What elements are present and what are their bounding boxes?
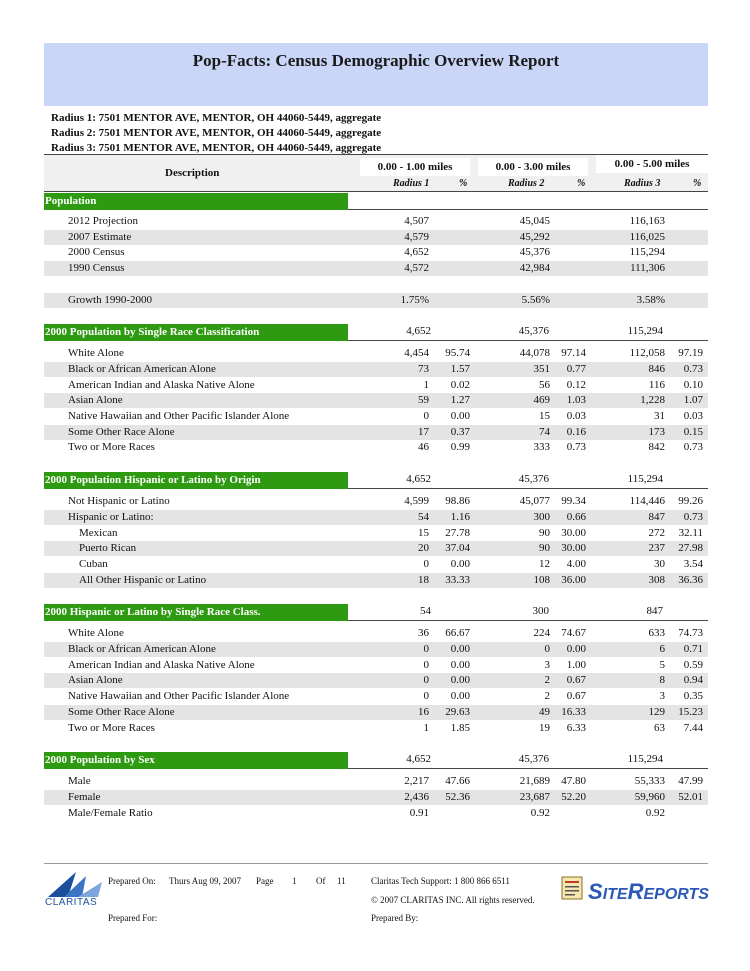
row-label: Asian Alone [68, 394, 123, 407]
percent-cell: 29.63 [445, 705, 470, 718]
count-cell: 21,689 [519, 775, 550, 788]
table-row [44, 526, 708, 541]
count-cell: 45,077 [519, 495, 550, 508]
address-radius-3: Radius 3: 7501 MENTOR AVE, MENTOR, OH 44060-5449, aggregate [51, 142, 382, 154]
count-cell: 633 [648, 627, 665, 640]
row-label: Growth 1990-2000 [68, 293, 153, 306]
section-header: 2000 Hispanic or Latino by Single Race Class. [44, 604, 348, 621]
percent-cell: 3.54 [683, 557, 703, 570]
section-header: 2000 Population Hispanic or Latino by Origin [44, 472, 348, 489]
count-cell: 46 [418, 441, 429, 454]
table-row [44, 346, 708, 361]
percent-cell: 1.57 [450, 362, 470, 375]
percent-cell: 99.34 [561, 495, 586, 508]
percent-cell: 30.00 [561, 526, 586, 539]
table-row [44, 214, 708, 229]
row-label: 2000 Census [68, 246, 125, 259]
count-cell: 19 [539, 721, 550, 734]
section-total: 45,376 [518, 753, 549, 766]
count-cell: 5.56% [521, 293, 550, 306]
row-label: Puerto Rican [79, 542, 137, 555]
section-total: 300 [532, 605, 549, 618]
percent-cell: 74.67 [561, 627, 586, 640]
section-total: 4,652 [406, 473, 431, 486]
radius-2-header: Radius 2 [508, 178, 545, 189]
count-cell: 23,687 [519, 790, 550, 803]
section-total: 4,652 [406, 325, 431, 338]
percent-cell: 0.00 [450, 674, 470, 687]
section-header: Population [44, 193, 348, 210]
table-row [44, 409, 708, 424]
percent-cell: 27.78 [445, 526, 470, 539]
section-total: 847 [646, 605, 663, 618]
percent-cell: 0.03 [566, 410, 586, 422]
percent-cell: 1.27 [450, 394, 470, 407]
row-label: Two or More Races [68, 721, 155, 734]
count-cell: 17 [418, 425, 429, 438]
count-cell: 49 [539, 705, 550, 718]
row-label: Hispanic or Latino: [68, 510, 154, 523]
count-cell: 842 [648, 441, 665, 454]
count-cell: 59 [418, 394, 429, 407]
claritas-logo-icon [46, 870, 104, 898]
prepared-for-label: Prepared For: [108, 913, 158, 923]
count-cell: 4,599 [404, 495, 429, 508]
copyright: © 2007 CLARITAS INC. All rights reserved. [371, 895, 535, 905]
table-row [44, 362, 708, 377]
count-cell: 18 [418, 573, 429, 586]
section-rule [348, 768, 708, 769]
count-cell: 300 [533, 510, 550, 523]
row-label: Female [68, 790, 101, 803]
row-label: American Indian and Alaska Native Alone [68, 378, 255, 391]
count-cell: 2 [544, 690, 550, 703]
section-total: 115,294 [627, 753, 663, 766]
page-total: 11 [337, 876, 346, 886]
section-rule [348, 620, 708, 621]
address-radius-1: Radius 1: 7501 MENTOR AVE, MENTOR, OH 44060-5449, aggregate [51, 112, 382, 124]
section-rule [348, 340, 708, 341]
count-cell: 3.58% [636, 293, 665, 306]
percent-cell: 27.98 [678, 542, 703, 555]
claritas-logo-text: CLARITAS [45, 897, 98, 908]
count-cell: 8 [659, 674, 665, 687]
percent-cell: 0.94 [683, 674, 703, 687]
count-cell: 15 [418, 526, 429, 539]
row-label: 1990 Census [68, 262, 125, 275]
count-cell: 308 [648, 573, 665, 586]
count-cell: 16 [418, 705, 429, 718]
count-cell: 90 [539, 526, 550, 539]
percent-cell: 37.04 [445, 542, 470, 555]
section-total: 115,294 [627, 473, 663, 486]
percent-cell: 47.99 [678, 775, 703, 788]
percent-cell: 0.73 [683, 362, 703, 375]
row-label: Mexican [79, 526, 118, 539]
count-cell: 55,333 [634, 775, 665, 788]
percent-cell: 30.00 [561, 542, 586, 555]
count-cell: 129 [648, 705, 665, 718]
table-row [44, 790, 708, 805]
percent-cell: 0.73 [683, 441, 703, 454]
report-document-icon [561, 876, 583, 900]
count-cell: 111,306 [630, 262, 665, 275]
count-cell: 224 [533, 627, 550, 640]
count-cell: 0.92 [530, 806, 550, 819]
row-label: Not Hispanic or Latino [68, 495, 170, 508]
count-cell: 44,078 [519, 347, 550, 360]
table-row [44, 393, 708, 408]
row-label: White Alone [68, 627, 124, 640]
table-row [44, 293, 708, 308]
count-cell: 108 [533, 573, 550, 586]
percent-cell: 52.01 [678, 790, 703, 803]
percent-cell: 36.00 [561, 573, 586, 586]
description-header: Description [165, 167, 220, 179]
percent-cell: 1.85 [450, 721, 470, 734]
count-cell: 1 [423, 378, 429, 391]
row-label: 2007 Estimate [68, 230, 132, 243]
percent-cell: 36.36 [678, 573, 703, 586]
row-label: Cuban [79, 557, 108, 570]
table-row [44, 642, 708, 657]
count-cell: 0 [423, 690, 429, 703]
table-row [44, 673, 708, 688]
count-cell: 42,984 [519, 262, 550, 275]
table-row [44, 689, 708, 704]
table-row [44, 557, 708, 572]
percent-cell: 0.66 [566, 510, 586, 523]
radius-3-header: Radius 3 [624, 178, 661, 189]
row-label: Native Hawaiian and Other Pacific Islander Alone [68, 410, 290, 422]
count-cell: 847 [648, 510, 665, 523]
percent-cell: 0.71 [683, 643, 703, 655]
sitereports-logo-text: SITEREPORTS [588, 879, 709, 904]
count-cell: 116 [648, 378, 665, 391]
percent-cell: 0.00 [450, 643, 470, 655]
section-header: 2000 Population by Sex [44, 752, 348, 769]
prepared-by-label: Prepared By: [371, 913, 419, 923]
count-cell: 4,454 [404, 347, 429, 360]
prepared-on-value: Thurs Aug 09, 2007 [169, 876, 241, 886]
percent-cell: 0.73 [683, 510, 703, 523]
range-header-3: 0.00 - 5.00 miles [596, 155, 708, 173]
range-header-2: 0.00 - 3.00 miles [478, 158, 588, 176]
percent-cell: 4.00 [566, 557, 586, 570]
row-label: Some Other Race Alone [68, 705, 175, 718]
prepared-on-label: Prepared On: [108, 876, 156, 886]
sitereports-logo [588, 879, 709, 905]
table-row [44, 245, 708, 260]
count-cell: 54 [418, 510, 429, 523]
count-cell: 63 [654, 721, 665, 734]
count-cell: 116,163 [629, 215, 665, 227]
count-cell: 45,045 [519, 215, 550, 227]
count-cell: 112,058 [629, 347, 665, 360]
percent-cell: 7.44 [683, 721, 703, 734]
count-cell: 74 [539, 425, 550, 438]
percent-cell: 0.59 [683, 658, 703, 671]
pct-header-2: % [577, 178, 586, 189]
percent-cell: 95.74 [445, 347, 470, 360]
percent-cell: 0.00 [566, 643, 586, 655]
page-number: 1 [292, 876, 297, 886]
claritas-logo [46, 870, 104, 898]
count-cell: 846 [648, 362, 665, 375]
percent-cell: 52.20 [561, 790, 586, 803]
count-cell: 73 [418, 362, 429, 375]
count-cell: 272 [648, 526, 665, 539]
table-row [44, 705, 708, 720]
page-label: Page [256, 876, 274, 886]
row-label: Some Other Race Alone [68, 425, 175, 438]
count-cell: 59,960 [634, 790, 665, 803]
count-cell: 333 [533, 441, 550, 454]
count-cell: 2,217 [404, 775, 429, 788]
count-cell: 0 [544, 643, 550, 655]
count-cell: 2 [544, 674, 550, 687]
count-cell: 36 [418, 627, 429, 640]
count-cell: 30 [654, 557, 665, 570]
percent-cell: 15.23 [678, 705, 703, 718]
count-cell: 114,446 [629, 495, 665, 508]
percent-cell: 1.16 [450, 510, 470, 523]
row-label: Black or African American Alone [68, 643, 216, 655]
percent-cell: 0.67 [566, 674, 586, 687]
percent-cell: 32.11 [678, 526, 703, 539]
percent-cell: 0.12 [566, 378, 586, 391]
percent-cell: 99.26 [678, 495, 703, 508]
section-total: 54 [420, 605, 431, 618]
table-row [44, 230, 708, 245]
count-cell: 0 [423, 658, 429, 671]
row-label: Male/Female Ratio [68, 806, 153, 819]
table-row [44, 440, 708, 455]
count-cell: 173 [648, 425, 665, 438]
table-row [44, 494, 708, 509]
percent-cell: 6.33 [566, 721, 586, 734]
count-cell: 5 [659, 658, 665, 671]
section-rule [348, 209, 708, 210]
percent-cell: 47.66 [445, 775, 470, 788]
count-cell: 15 [539, 410, 550, 422]
percent-cell: 0.37 [450, 425, 470, 438]
percent-cell: 0.00 [450, 557, 470, 570]
table-row [44, 573, 708, 588]
count-cell: 351 [533, 362, 550, 375]
count-cell: 0 [423, 410, 429, 422]
count-cell: 4,572 [404, 262, 429, 275]
percent-cell: 0.02 [450, 378, 470, 391]
table-row [44, 541, 708, 556]
radius-1-header: Radius 1 [393, 178, 430, 189]
table-row [44, 806, 708, 821]
row-label: Two or More Races [68, 441, 155, 454]
count-cell: 0 [423, 643, 429, 655]
count-cell: 1,228 [640, 394, 665, 407]
section-rule [348, 488, 708, 489]
tech-support: Claritas Tech Support: 1 800 866 6511 [371, 876, 510, 886]
percent-cell: 98.86 [445, 495, 470, 508]
count-cell: 469 [533, 394, 550, 407]
percent-cell: 74.73 [678, 627, 703, 640]
count-cell: 116,025 [629, 230, 665, 243]
percent-cell: 97.19 [678, 347, 703, 360]
count-cell: 1.75% [400, 293, 429, 306]
count-cell: 4,579 [404, 230, 429, 243]
row-label: Male [68, 775, 91, 788]
table-row [44, 721, 708, 736]
percent-cell: 0.00 [450, 658, 470, 671]
section-total: 115,294 [627, 325, 663, 338]
pct-header-3: % [693, 178, 702, 189]
section-total: 45,376 [518, 325, 549, 338]
count-cell: 45,292 [519, 230, 550, 243]
table-row [44, 510, 708, 525]
report-title-banner [44, 43, 708, 106]
table-row [44, 626, 708, 641]
row-label: All Other Hispanic or Latino [79, 573, 207, 586]
row-label: 2012 Projection [68, 215, 138, 227]
percent-cell: 47.80 [561, 775, 586, 788]
address-radius-2: Radius 2: 7501 MENTOR AVE, MENTOR, OH 44060-5449, aggregate [51, 127, 382, 139]
section-total: 4,652 [406, 753, 431, 766]
row-label: Black or African American Alone [68, 362, 216, 375]
count-cell: 0 [423, 557, 429, 570]
percent-cell: 33.33 [445, 573, 470, 586]
percent-cell: 0.67 [566, 690, 586, 703]
percent-cell: 0.77 [566, 362, 586, 375]
table-row [44, 261, 708, 276]
percent-cell: 0.99 [450, 441, 470, 454]
count-cell: 6 [659, 643, 665, 655]
percent-cell: 1.07 [683, 394, 703, 407]
percent-cell: 0.10 [683, 378, 703, 391]
table-row [44, 425, 708, 440]
percent-cell: 1.00 [566, 658, 586, 671]
footer-rule [44, 863, 708, 864]
percent-cell: 0.00 [450, 410, 470, 422]
report-title: Pop-Facts: Census Demographic Overview Report [192, 51, 560, 70]
count-cell: 115,294 [629, 246, 665, 259]
count-cell: 45,376 [519, 246, 550, 259]
count-cell: 0.92 [645, 806, 665, 819]
count-cell: 12 [539, 557, 550, 570]
count-cell: 3 [544, 658, 550, 671]
count-cell: 56 [539, 378, 550, 391]
percent-cell: 97.14 [561, 347, 586, 360]
percent-cell: 0.73 [566, 441, 586, 454]
count-cell: 31 [654, 410, 665, 422]
percent-cell: 66.67 [445, 627, 470, 640]
count-cell: 237 [648, 542, 665, 555]
table-row [44, 277, 708, 292]
count-cell: 1 [423, 721, 429, 734]
count-cell: 20 [418, 542, 429, 555]
section-header: 2000 Population by Single Race Classification [44, 324, 348, 341]
count-cell: 4,507 [404, 215, 429, 227]
count-cell: 4,652 [404, 246, 429, 259]
range-header-1: 0.00 - 1.00 miles [360, 158, 470, 176]
table-row [44, 658, 708, 673]
percent-cell: 52.36 [445, 790, 470, 803]
percent-cell: 16.33 [561, 705, 586, 718]
count-cell: 2,436 [404, 790, 429, 803]
row-label: American Indian and Alaska Native Alone [68, 658, 255, 671]
of-label: Of [316, 876, 326, 886]
row-label: Asian Alone [68, 674, 123, 687]
percent-cell: 0.03 [683, 410, 703, 422]
section-total: 45,376 [518, 473, 549, 486]
row-label: Native Hawaiian and Other Pacific Islander Alone [68, 690, 290, 703]
sitereports-icon [561, 876, 583, 900]
count-cell: 0 [423, 674, 429, 687]
row-label: White Alone [68, 347, 124, 360]
table-row [44, 774, 708, 789]
percent-cell: 1.03 [566, 394, 586, 407]
percent-cell: 0.35 [683, 690, 703, 703]
count-cell: 3 [659, 690, 665, 703]
pct-header-1: % [459, 178, 468, 189]
header-bottom-rule [44, 191, 708, 192]
count-cell: 90 [539, 542, 550, 555]
percent-cell: 0.15 [683, 425, 703, 438]
percent-cell: 0.16 [566, 425, 586, 438]
count-cell: 0.91 [409, 806, 429, 819]
table-row [44, 378, 708, 393]
percent-cell: 0.00 [450, 690, 470, 703]
